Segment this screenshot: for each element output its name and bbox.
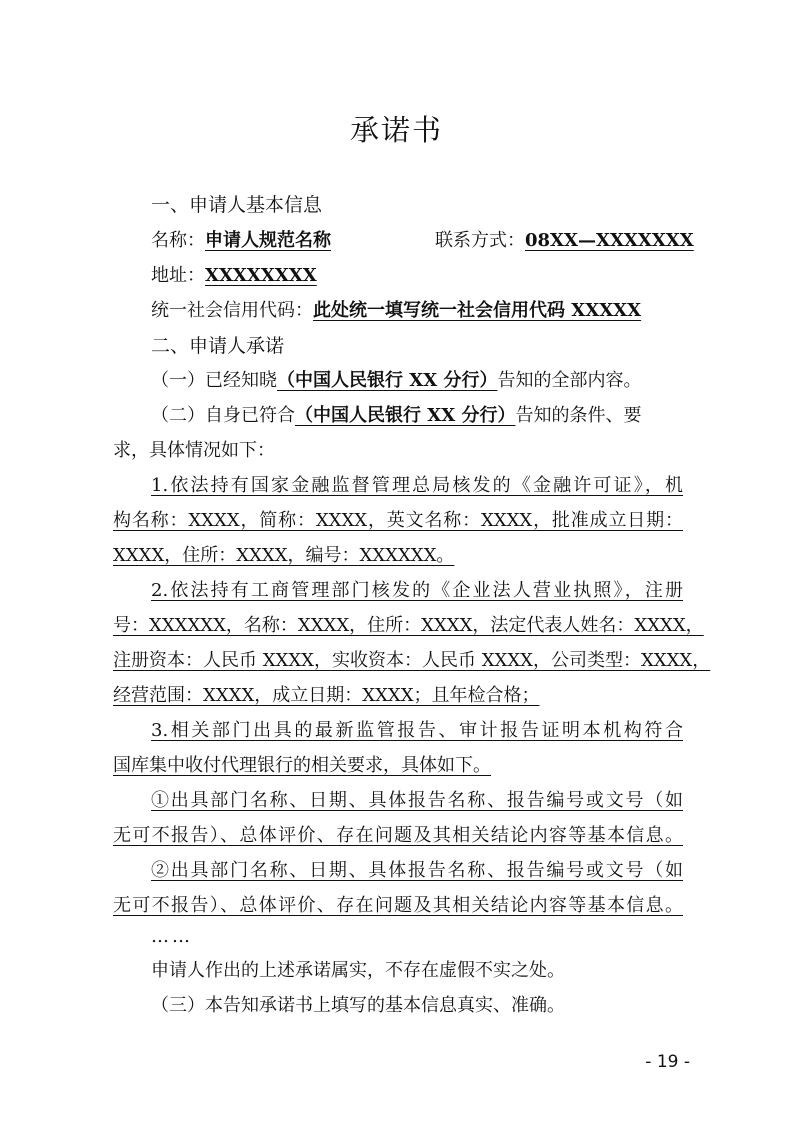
commitment-item-3: （三）本告知承诺书上填写的基本信息真实、准确。 — [151, 995, 565, 1016]
item2-suffix: 告知的条件、要 — [515, 405, 642, 426]
paragraph-2-line-2: 号：XXXXXX，名称：XXXX，住所：XXXX，法定代表人姓名：XXXX， — [113, 615, 704, 636]
commitment-item-2 — [151, 401, 721, 431]
address-label: 地址： — [151, 265, 205, 286]
contact-value: 08XX—XXXXXXX — [525, 230, 694, 251]
contact-row — [435, 226, 695, 256]
item1-bank: （中国人民银行 XX 分行） — [277, 370, 498, 391]
ellipsis: …… — [151, 926, 193, 947]
paragraph-4-line-1: ①出具部门名称、日期、具体报告名称、报告编号或文号（如 — [151, 790, 683, 811]
paragraph-1-line-2: 构名称：XXXX，简称：XXXX，英文名称：XXXX，批准成立日期： — [113, 510, 683, 531]
address-row — [151, 261, 721, 291]
credit-code-row — [151, 296, 721, 326]
credit-code-value: 此处统一填写统一社会信用代码 XXXXX — [313, 300, 642, 321]
paragraph-4-line-2: 无可不报告）、总体评价、存在问题及其相关结论内容等基本信息。 — [113, 825, 683, 846]
statement: 申请人作出的上述承诺属实，不存在虚假不实之处。 — [151, 960, 565, 981]
paragraph-2-line-1: 2.依法持有工商管理部门核发的《企业法人营业执照》，注册 — [151, 580, 683, 601]
credit-code-label: 统一社会信用代码： — [151, 300, 313, 321]
section2-heading: 二、申请人承诺 — [151, 335, 285, 357]
paragraph-2-line-3: 注册资本：人民币 XXXX，实收资本：人民币 XXXX，公司类型：XXXX， — [113, 650, 711, 671]
address-value: XXXXXXXX — [205, 265, 317, 286]
paragraph-3-line-1: 3.相关部门出具的最新监管报告、审计报告证明本机构符合 — [151, 720, 683, 741]
paragraph-1-line-1: 1.依法持有国家金融监督管理总局核发的《金融许可证》，机 — [151, 475, 683, 496]
page-number: - 19 - — [645, 1052, 690, 1072]
item2-prefix: （二）自身已符合 — [151, 405, 295, 426]
paragraph-3-line-2: 国库集中收付代理银行的相关要求，具体如下。 — [113, 755, 491, 776]
item1-suffix: 告知的全部内容。 — [497, 370, 642, 391]
item1-prefix: （一）已经知晓 — [151, 370, 277, 391]
commitment-item-2-cont: 求，具体情况如下： — [113, 440, 275, 461]
paragraph-5-line-1: ②出具部门名称、日期、具体报告名称、报告编号或文号（如 — [151, 860, 683, 881]
commitment-item-1 — [151, 366, 721, 396]
item2-bank: （中国人民银行 XX 分行） — [295, 405, 516, 426]
section1-heading: 一、申请人基本信息 — [151, 194, 323, 216]
contact-label: 联系方式： — [435, 230, 525, 251]
paragraph-5-line-2: 无可不报告）、总体评价、存在问题及其相关结论内容等基本信息。 — [113, 895, 683, 916]
paragraph-1-line-3: XXXX，住所：XXXX，编号：XXXXXX。 — [113, 545, 455, 566]
name-value: 申请人规范名称 — [205, 230, 331, 251]
paragraph-2-line-4: 经营范围：XXXX，成立日期：XXXX；且年检合格； — [113, 685, 540, 706]
name-label: 名称： — [151, 230, 205, 251]
page-title: 承诺书 — [349, 113, 443, 147]
